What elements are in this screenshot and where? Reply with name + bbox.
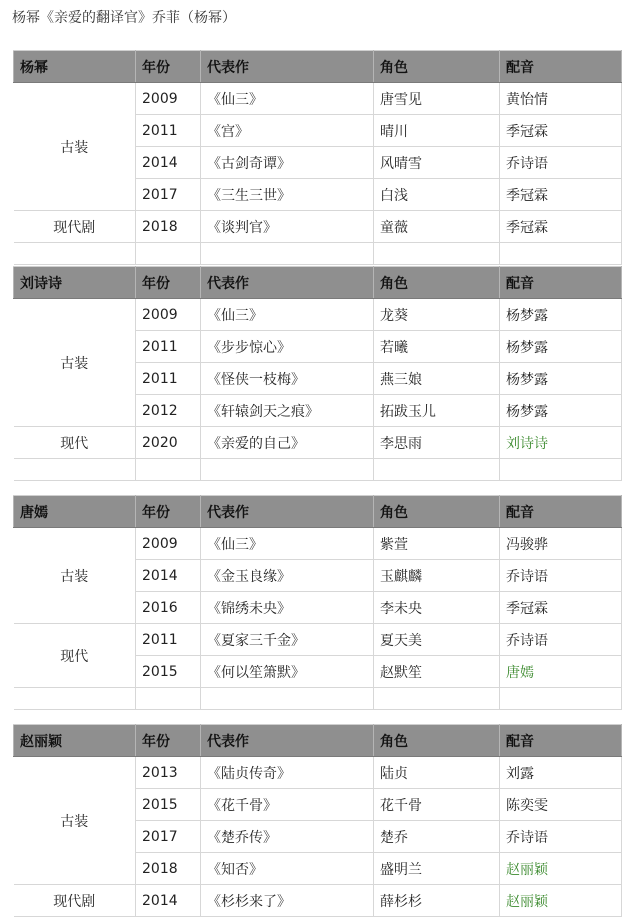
actor-name: 刘诗诗 xyxy=(14,267,136,299)
spacer-cell xyxy=(201,459,374,481)
work-cell: 《仙三》 xyxy=(201,299,374,331)
header-dub: 配音 xyxy=(500,267,622,299)
year-cell: 2012 xyxy=(136,395,201,427)
header-work: 代表作 xyxy=(201,267,374,299)
role-cell: 晴川 xyxy=(374,115,500,147)
role-cell: 若曦 xyxy=(374,331,500,363)
year-cell: 2018 xyxy=(136,853,201,885)
role-cell: 童薇 xyxy=(374,211,500,243)
work-cell: 《仙三》 xyxy=(201,528,374,560)
header-dub: 配音 xyxy=(500,725,622,757)
work-cell: 《步步惊心》 xyxy=(201,331,374,363)
dub-cell: 刘诗诗 xyxy=(500,427,622,459)
table-row xyxy=(14,299,622,331)
role-cell: 赵默笙 xyxy=(374,656,500,688)
dub-cell: 乔诗语 xyxy=(500,821,622,853)
work-cell: 《夏家三千金》 xyxy=(201,624,374,656)
role-cell: 盛明兰 xyxy=(374,853,500,885)
header-work: 代表作 xyxy=(201,496,374,528)
role-cell: 花千骨 xyxy=(374,789,500,821)
year-cell: 2017 xyxy=(136,821,201,853)
year-cell: 2011 xyxy=(136,363,201,395)
year-cell: 2009 xyxy=(136,83,201,115)
work-cell: 《谈判官》 xyxy=(201,211,374,243)
header-role: 角色 xyxy=(374,267,500,299)
dub-cell: 冯骏骅 xyxy=(500,528,622,560)
work-cell: 《亲爱的自己》 xyxy=(201,427,374,459)
actor-table xyxy=(13,724,622,917)
header-role: 角色 xyxy=(374,51,500,83)
header-year: 年份 xyxy=(136,496,201,528)
genre-cell: 古装 xyxy=(14,299,136,427)
role-cell: 薛杉杉 xyxy=(374,885,500,917)
table-row xyxy=(14,211,622,243)
genre-cell: 现代剧 xyxy=(14,211,136,243)
dub-cell: 杨梦露 xyxy=(500,395,622,427)
actor-name: 赵丽颖 xyxy=(14,725,136,757)
dub-cell: 季冠霖 xyxy=(500,211,622,243)
dub-cell: 季冠霖 xyxy=(500,592,622,624)
role-cell: 李未央 xyxy=(374,592,500,624)
actor-name: 唐嫣 xyxy=(14,496,136,528)
role-cell: 陆贞 xyxy=(374,757,500,789)
header-role: 角色 xyxy=(374,496,500,528)
year-cell: 2020 xyxy=(136,427,201,459)
spacer-cell xyxy=(500,459,622,481)
spacer-cell xyxy=(136,459,201,481)
spacer-cell xyxy=(14,243,136,265)
role-cell: 紫萱 xyxy=(374,528,500,560)
header-role: 角色 xyxy=(374,725,500,757)
actor-name: 杨幂 xyxy=(14,51,136,83)
role-cell: 楚乔 xyxy=(374,821,500,853)
spacer-cell xyxy=(136,688,201,710)
header-year: 年份 xyxy=(136,725,201,757)
year-cell: 2015 xyxy=(136,656,201,688)
work-cell: 《怪侠一枝梅》 xyxy=(201,363,374,395)
role-cell: 夏天美 xyxy=(374,624,500,656)
spacer-cell xyxy=(201,688,374,710)
header-dub: 配音 xyxy=(500,496,622,528)
year-cell: 2014 xyxy=(136,147,201,179)
table-header-row xyxy=(14,496,622,528)
work-cell: 《锦绣未央》 xyxy=(201,592,374,624)
dub-cell: 杨梦露 xyxy=(500,331,622,363)
genre-cell: 古装 xyxy=(14,757,136,885)
spacer-cell xyxy=(14,459,136,481)
header-year: 年份 xyxy=(136,267,201,299)
work-cell: 《楚乔传》 xyxy=(201,821,374,853)
work-cell: 《知否》 xyxy=(201,853,374,885)
year-cell: 2018 xyxy=(136,211,201,243)
year-cell: 2013 xyxy=(136,757,201,789)
dub-cell: 乔诗语 xyxy=(500,147,622,179)
genre-cell: 古装 xyxy=(14,83,136,211)
role-cell: 唐雪见 xyxy=(374,83,500,115)
dub-cell: 杨梦露 xyxy=(500,299,622,331)
dub-cell: 赵丽颖 xyxy=(500,885,622,917)
table-row xyxy=(14,885,622,917)
work-cell: 《三生三世》 xyxy=(201,179,374,211)
table-row xyxy=(14,427,622,459)
actor-table xyxy=(13,50,622,265)
dub-cell: 刘露 xyxy=(500,757,622,789)
work-cell: 《仙三》 xyxy=(201,83,374,115)
spacer-cell xyxy=(500,243,622,265)
genre-cell: 现代 xyxy=(14,427,136,459)
page-title: 杨幂《亲爱的翻译官》乔菲（杨幂） xyxy=(12,10,236,26)
header-year: 年份 xyxy=(136,51,201,83)
year-cell: 2011 xyxy=(136,331,201,363)
year-cell: 2015 xyxy=(136,789,201,821)
role-cell: 玉麒麟 xyxy=(374,560,500,592)
spacer-cell xyxy=(136,243,201,265)
table-row xyxy=(14,528,622,560)
header-work: 代表作 xyxy=(201,51,374,83)
work-cell: 《花千骨》 xyxy=(201,789,374,821)
work-cell: 《杉杉来了》 xyxy=(201,885,374,917)
dub-cell: 季冠霖 xyxy=(500,179,622,211)
work-cell: 《轩辕剑天之痕》 xyxy=(201,395,374,427)
tables-container xyxy=(13,50,621,917)
table-row xyxy=(14,624,622,656)
role-cell: 燕三娘 xyxy=(374,363,500,395)
dub-cell: 乔诗语 xyxy=(500,560,622,592)
role-cell: 白浅 xyxy=(374,179,500,211)
dub-cell: 季冠霖 xyxy=(500,115,622,147)
spacer-row xyxy=(14,243,622,265)
year-cell: 2011 xyxy=(136,115,201,147)
work-cell: 《古剑奇谭》 xyxy=(201,147,374,179)
spacer-cell xyxy=(374,459,500,481)
role-cell: 李思雨 xyxy=(374,427,500,459)
year-cell: 2016 xyxy=(136,592,201,624)
work-cell: 《金玉良缘》 xyxy=(201,560,374,592)
table-header-row xyxy=(14,51,622,83)
header-dub: 配音 xyxy=(500,51,622,83)
dub-cell: 唐嫣 xyxy=(500,656,622,688)
role-cell: 风晴雪 xyxy=(374,147,500,179)
year-cell: 2009 xyxy=(136,299,201,331)
work-cell: 《陆贞传奇》 xyxy=(201,757,374,789)
dub-cell: 赵丽颖 xyxy=(500,853,622,885)
role-cell: 拓跋玉儿 xyxy=(374,395,500,427)
genre-cell: 现代 xyxy=(14,624,136,688)
actor-table xyxy=(13,266,622,481)
role-cell: 龙葵 xyxy=(374,299,500,331)
year-cell: 2017 xyxy=(136,179,201,211)
spacer-cell xyxy=(374,243,500,265)
table-row xyxy=(14,83,622,115)
table-row xyxy=(14,757,622,789)
spacer-cell xyxy=(201,243,374,265)
genre-cell: 现代剧 xyxy=(14,885,136,917)
table-header-row xyxy=(14,725,622,757)
spacer-cell xyxy=(500,688,622,710)
year-cell: 2011 xyxy=(136,624,201,656)
dub-cell: 陈奕雯 xyxy=(500,789,622,821)
table-header-row xyxy=(14,267,622,299)
header-work: 代表作 xyxy=(201,725,374,757)
year-cell: 2009 xyxy=(136,528,201,560)
actor-table xyxy=(13,495,622,710)
spacer-cell xyxy=(374,688,500,710)
dub-cell: 乔诗语 xyxy=(500,624,622,656)
genre-cell: 古装 xyxy=(14,528,136,624)
work-cell: 《何以笙箫默》 xyxy=(201,656,374,688)
year-cell: 2014 xyxy=(136,560,201,592)
spacer-row xyxy=(14,688,622,710)
work-cell: 《宫》 xyxy=(201,115,374,147)
spacer-cell xyxy=(14,688,136,710)
year-cell: 2014 xyxy=(136,885,201,917)
dub-cell: 黄怡情 xyxy=(500,83,622,115)
spacer-row xyxy=(14,459,622,481)
dub-cell: 杨梦露 xyxy=(500,363,622,395)
